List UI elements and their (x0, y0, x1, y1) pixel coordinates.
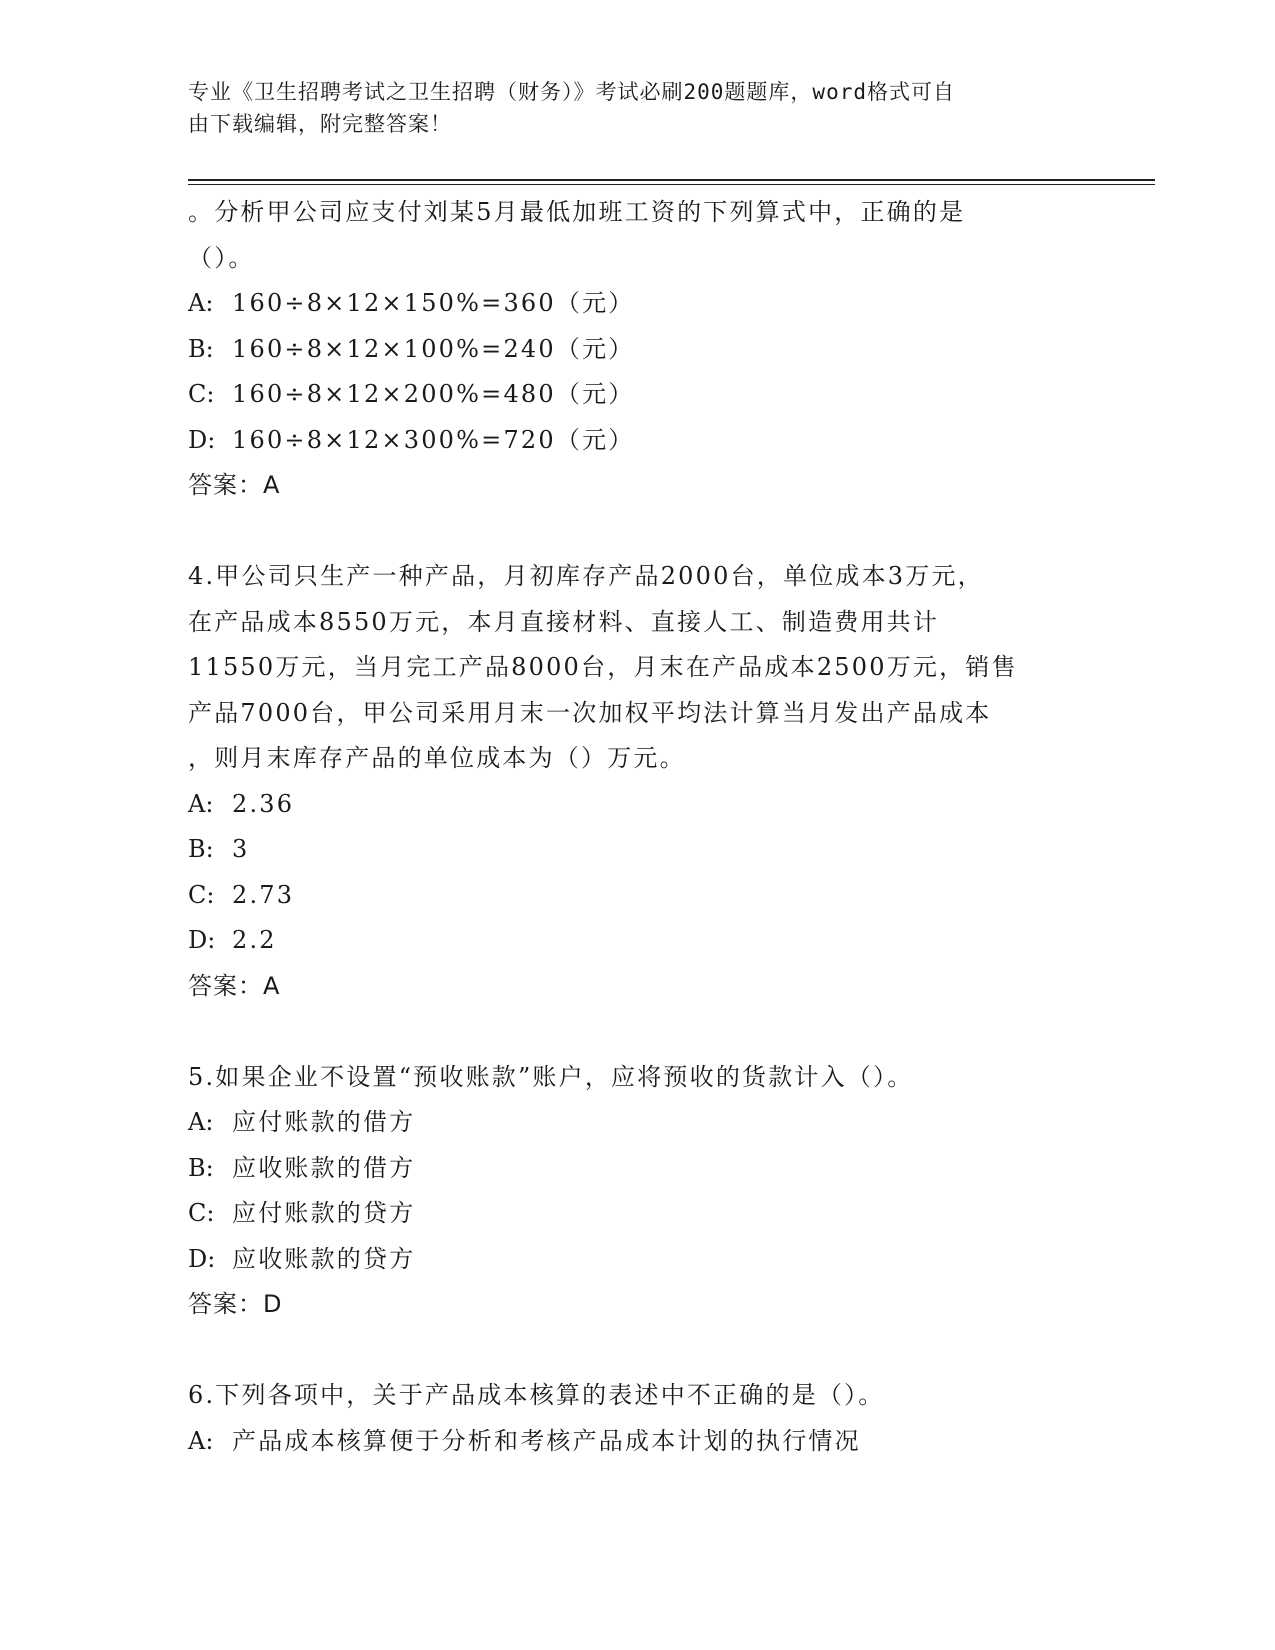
option-text: 应付账款的借方 (232, 1108, 416, 1136)
option-label: B: (188, 835, 214, 863)
option-label: A: (188, 289, 214, 317)
option-label: D: (188, 1244, 216, 1273)
question-3 (188, 190, 1088, 509)
question-text-line: 产品7000台，甲公司采用月末一次加权平均法计算当月发出产品成本 (188, 698, 992, 727)
spacer (188, 1328, 1088, 1374)
option-b (188, 1146, 1088, 1192)
option-a (188, 1100, 1088, 1146)
option-text: 应付账款的贷方 (232, 1199, 416, 1227)
option-c (188, 1191, 1088, 1237)
answer: 答案：A (188, 971, 281, 1000)
option-label: A: (188, 1108, 214, 1136)
header-divider-thick (188, 179, 1155, 181)
option-text: 160÷8×12×300%=720（元） (232, 425, 635, 454)
option-text: 3 (232, 835, 250, 863)
question-list (188, 190, 1088, 1464)
option-a (188, 281, 1088, 327)
spacer (188, 1009, 1088, 1055)
question-text-line: 5.如果企业不设置“预收账款”账户，应将预收的货款计入（）。 (188, 1062, 914, 1091)
option-d (188, 418, 1088, 464)
option-a (188, 782, 1088, 828)
option-d (188, 1237, 1088, 1283)
option-c (188, 873, 1088, 919)
option-text: 2.73 (232, 880, 295, 909)
option-text: 产品成本核算便于分析和考核产品成本计划的执行情况 (232, 1426, 861, 1455)
question-text-line: 。分析甲公司应支付刘某5月最低加班工资的下列算式中，正确的是 (188, 198, 966, 226)
answer: 答案：D (188, 1290, 283, 1318)
option-label: C: (188, 380, 215, 408)
option-text: 应收账款的贷方 (232, 1244, 416, 1273)
document-header (188, 76, 1068, 140)
option-label: A: (188, 789, 214, 818)
option-b (188, 827, 1088, 873)
question-text-line: 在产品成本8550万元，本月直接材料、直接人工、制造费用共计 (188, 607, 940, 636)
question-text-line: 6.下列各项中，关于产品成本核算的表述中不正确的是（）。 (188, 1381, 885, 1409)
option-label: D: (188, 425, 216, 454)
header-line-1: 专业《卫生招聘考试之卫生招聘（财务）》考试必刷200题题库，word格式可自 (188, 80, 955, 104)
header-divider-thin (188, 184, 1155, 185)
option-label: B: (188, 334, 214, 363)
option-label: A: (188, 1426, 214, 1455)
option-c (188, 372, 1088, 418)
option-a (188, 1419, 1088, 1465)
option-text: 应收账款的借方 (232, 1153, 416, 1182)
option-label: B: (188, 1153, 214, 1182)
option-d (188, 918, 1088, 964)
option-text: 160÷8×12×100%=240（元） (232, 334, 635, 363)
option-text: 2.36 (232, 789, 295, 818)
option-label: D: (188, 926, 216, 954)
option-label: C: (188, 1199, 215, 1227)
option-text: 160÷8×12×150%=360（元） (232, 289, 635, 317)
question-text-line: ，则月末库存产品的单位成本为（）万元。 (188, 744, 686, 772)
header-line-2: 由下载编辑，附完整答案！ (188, 112, 452, 136)
question-text-line: （）。 (188, 243, 255, 272)
question-4 (188, 554, 1088, 1009)
option-text: 2.2 (232, 926, 277, 954)
answer: 答案：A (188, 471, 281, 499)
option-label: C: (188, 880, 215, 909)
question-text-line: 4.甲公司只生产一种产品，月初库存产品2000台，单位成本3万元， (188, 562, 984, 590)
question-text-line: 11550万元，当月完工产品8000台，月末在产品成本2500万元，销售 (188, 653, 1018, 681)
option-b (188, 327, 1088, 373)
option-text: 160÷8×12×200%=480（元） (232, 380, 635, 408)
question-6 (188, 1373, 1088, 1464)
question-5 (188, 1055, 1088, 1328)
spacer (188, 509, 1088, 555)
